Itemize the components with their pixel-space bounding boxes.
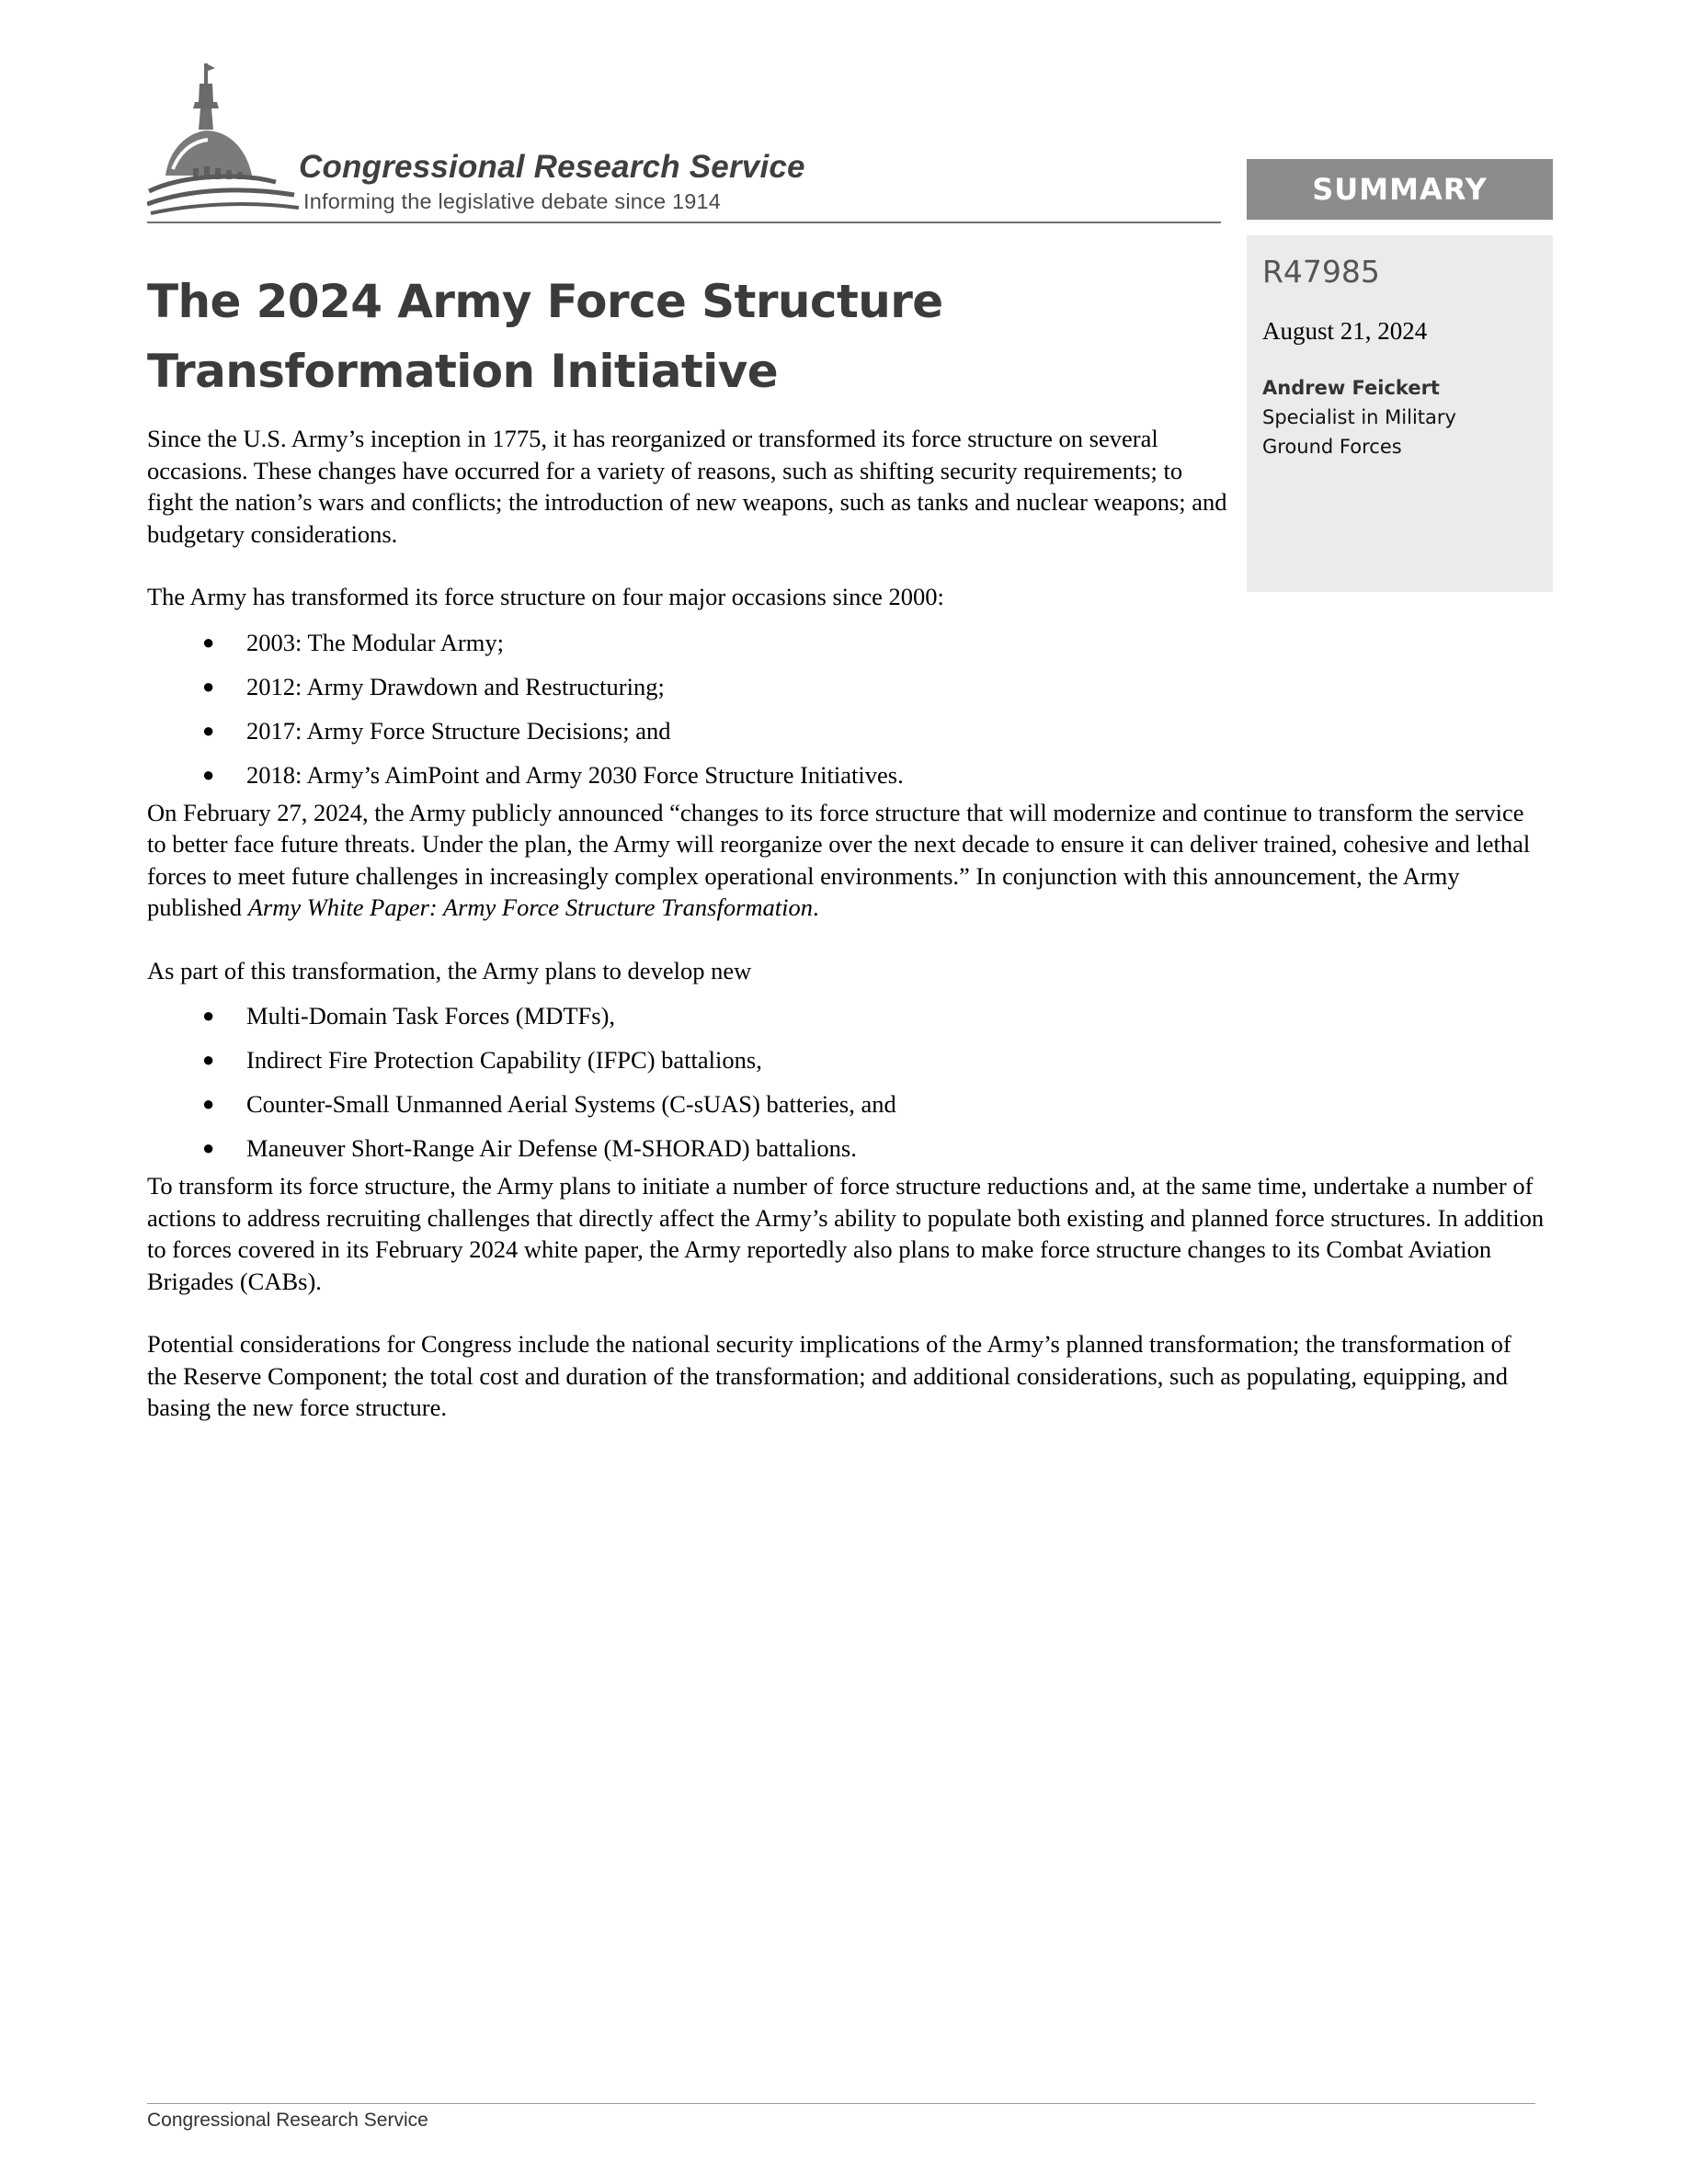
list-item: ● Multi-Domain Task Forces (MDTFs), [147, 994, 1545, 1038]
crs-logo [147, 61, 846, 222]
report-number: R47985 [1262, 254, 1380, 290]
list-item: ● Counter-Small Unmanned Aerial Systems (C-sUAS) batteries, and [147, 1082, 1545, 1126]
bullet-icon: ● [202, 1136, 215, 1159]
bullet-icon: ● [202, 718, 215, 742]
footer-divider [147, 2103, 1535, 2104]
occasions-intro: The Army has transformed its force structure on four major occasions since 2000: [147, 583, 944, 610]
summary-tab: SUMMARY [1247, 159, 1553, 220]
report-date: August 21, 2024 [1262, 317, 1428, 345]
author-title: Specialist in Military Ground Forces [1262, 406, 1456, 458]
white-paper-title: Army White Paper: Army Force Structure Transformation [247, 893, 814, 921]
summary-sidebar [1247, 235, 1553, 592]
bullet-icon: ● [202, 1004, 215, 1027]
list-item: ● Indirect Fire Protection Capability (IFPC) battalions, [147, 1038, 1545, 1082]
list-item: ● 2018: Army’s AimPoint and Army 2030 Force Structure Initiatives. [147, 753, 1545, 797]
bullet-icon: ● [202, 1048, 215, 1071]
occasions-list [147, 620, 1545, 797]
considerations-paragraph: Potential considerations for Congress include the national security implications of the Army’s planned transformation; the transformation of the Reserve Component; the total cost and duration of the transformation; and additional considerations, such as populating, equipping, and basing the new force structure. [147, 1330, 1511, 1421]
bullet-icon: ● [202, 762, 215, 786]
transform-paragraph: To transform its force structure, the Army plans to initiate a number of force structure reductions and, at the same time, undertake a number of actions to address recruiting challenges that directly affect the Army’s ability to populate both existing and planned force structures. In addition to forces covered in its February 2024 white paper, the Army reportedly also plans to make force structure changes to its Combat Aviation Brigades (CABs). [147, 1172, 1545, 1295]
develop-list [147, 994, 1545, 1170]
org-name: Congressional Research Service [299, 149, 805, 185]
bullet-icon: ● [202, 674, 215, 698]
author-name: Andrew Feickert [1262, 377, 1440, 399]
list-item: ● Maneuver Short-Range Air Defense (M-SHORAD) battalions. [147, 1126, 1545, 1170]
page-title: The 2024 Army Force Structure Transformation Initiative [147, 275, 943, 398]
header-divider [147, 222, 1221, 223]
list-item: ● 2017: Army Force Structure Decisions; and [147, 709, 1545, 753]
capitol-dome-icon [147, 61, 299, 222]
footer-text: Congressional Research Service [147, 2110, 428, 2131]
develop-intro: As part of this transformation, the Army plans to develop new [147, 956, 752, 984]
list-item: ● 2012: Army Drawdown and Restructuring; [147, 665, 1545, 709]
bullet-icon: ● [202, 630, 215, 654]
list-item: ● 2003: The Modular Army; [147, 620, 1545, 665]
intro-paragraph: Since the U.S. Army’s inception in 1775, it has reorganized or transformed its force structure on several occasions. These changes have occurred for a variety of reasons, such as shifting security requirements; to fight the nation’s wars and conflicts; the introduction of new weapons, such as tanks and nuclear weapons; and budgetary considerations. [147, 425, 1227, 548]
main-content [147, 581, 1545, 1424]
announcement-paragraph: On February 27, 2024, the Army publicly announced “changes to its force structure that will modernize and continue to transform the service to better face future threats. Under the plan, the Army will reorganize over the next decade to ensure it can deliver trained, cohesive and lethal forces to meet future challenges in increasingly complex operational environments.” In conjunction with this announcement, the Army published Army White Paper: Army Force Structure Transformation. [147, 798, 1531, 921]
org-tagline: Informing the legislative debate since 1914 [303, 189, 722, 213]
bullet-icon: ● [202, 1092, 215, 1115]
